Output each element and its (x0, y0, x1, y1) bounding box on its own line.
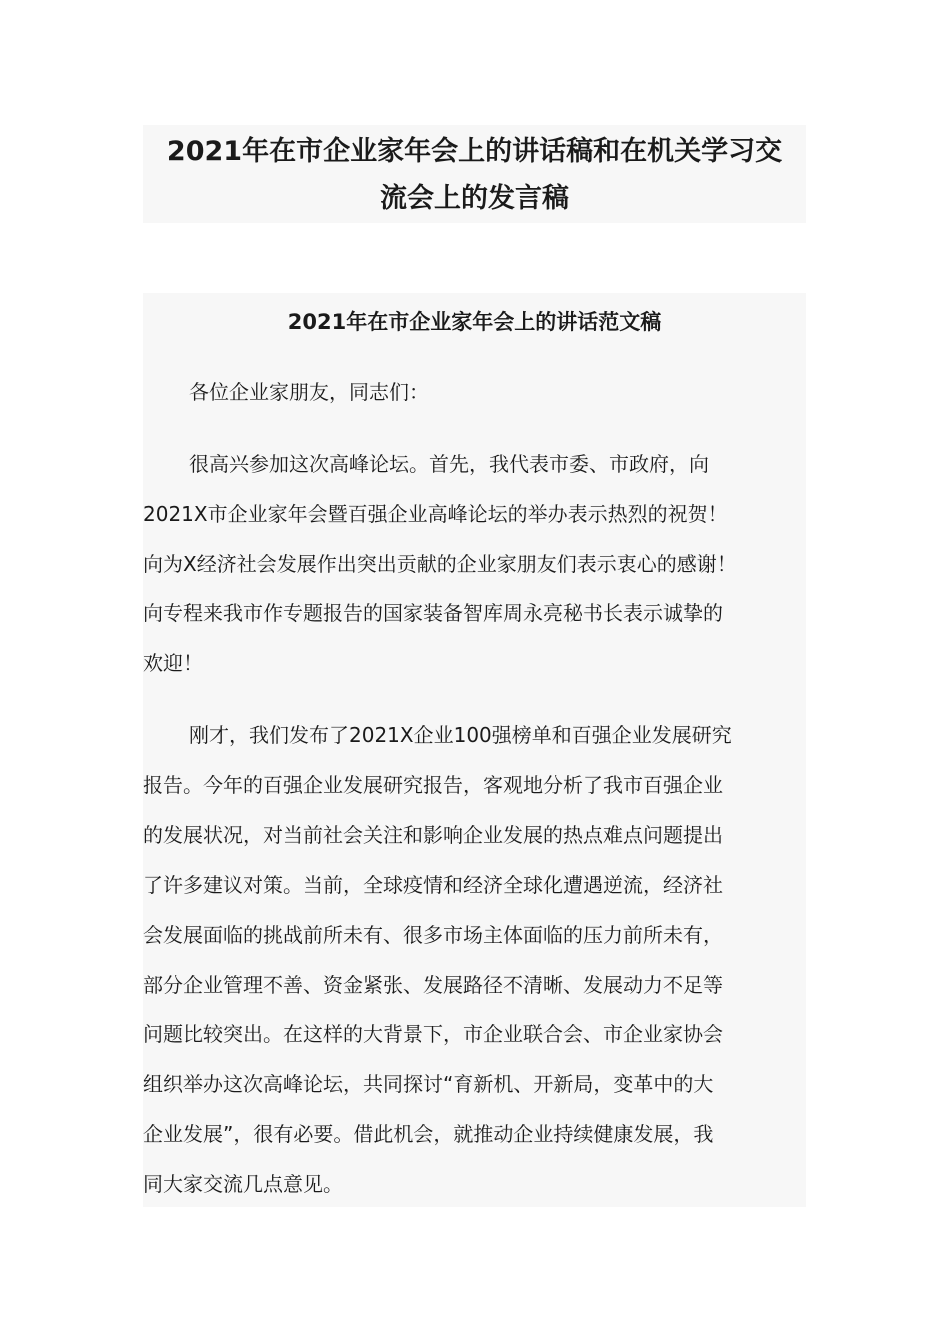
paragraph-line: 了许多建议对策。当前，全球疫情和经济全球化遭遇逆流，经济社 (143, 873, 723, 897)
paragraph-line: 同大家交流几点意见。 (143, 1172, 343, 1196)
paragraph-line: 刚才，我们发布了2021X企业100强榜单和百强企业发展研究 (189, 723, 732, 747)
document-body (143, 293, 806, 1207)
paragraph-line: 企业发展”，很有必要。借此机会，就推动企业持续健康发展，我 (143, 1122, 714, 1146)
paragraph-line: 向专程来我市作专题报告的国家装备智库周永亮秘书长表示诚挚的 (143, 601, 723, 625)
title-line-1: 2021年在市企业家年会上的讲话稿和在机关学习交 (166, 136, 783, 167)
paragraph-line: 问题比较突出。在这样的大背景下，市企业联合会、市企业家协会 (143, 1022, 723, 1046)
paragraph-line: 的发展状况，对当前社会关注和影响企业发展的热点难点问题提出 (143, 823, 723, 847)
paragraph-line: 报告。今年的百强企业发展研究报告，客观地分析了我市百强企业 (143, 773, 723, 797)
paragraph-line: 各位企业家朋友，同志们： (189, 380, 429, 404)
paragraph-line: 部分企业管理不善、资金紧张、发展路径不清晰、发展动力不足等 (143, 973, 723, 997)
paragraph-line: 2021X市企业家年会暨百强企业高峰论坛的举办表示热烈的祝贺！ (143, 502, 728, 526)
document-title (143, 125, 806, 223)
title-line-2: 流会上的发言稿 (380, 183, 569, 214)
paragraph-line: 会发展面临的挑战前所未有、很多市场主体面临的压力前所未有， (143, 923, 723, 947)
paragraph-line: 很高兴参加这次高峰论坛。首先，我代表市委、市政府，向 (189, 452, 709, 476)
paragraph-line: 组织举办这次高峰论坛，共同探讨“育新机、开新局，变革中的大 (143, 1072, 714, 1096)
section-title: 2021年在市企业家年会上的讲话范文稿 (287, 310, 662, 334)
paragraph-line: 欢迎！ (143, 651, 203, 675)
paragraph-line: 向为X经济社会发展作出突出贡献的企业家朋友们表示衷心的感谢！ (143, 552, 737, 576)
